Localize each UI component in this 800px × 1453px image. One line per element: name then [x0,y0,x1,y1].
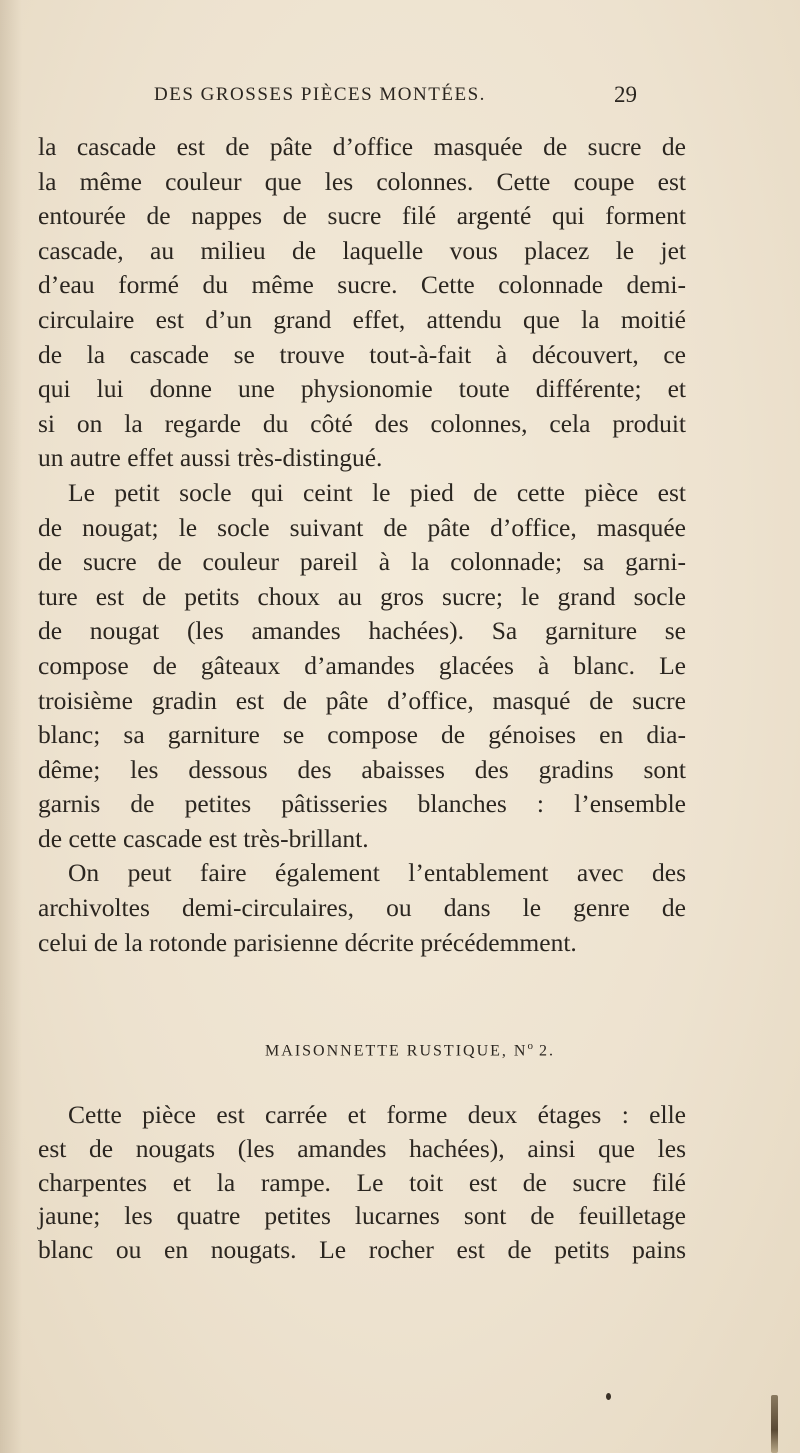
text-line: un autre effet aussi très-distingué. [38,443,383,473]
text-line: de la cascade se trouve tout-à-fait à découvert, ce [38,339,686,369]
text-line: entourée de nappes de sucre filé argenté qui forment [38,201,686,231]
text-line: de sucre de couleur pareil à la colonnade; sa garni- [38,547,686,577]
text-line: est de nougats (les amandes hachées), ainsi que les [38,1133,686,1163]
text-line: Cette pièce est carrée et forme deux étages : elle [68,1100,686,1129]
text-line: si on la regarde du côté des colonnes, cela produit [38,408,686,438]
text-line: de nougat (les amandes hachées). Sa garniture se [38,616,686,646]
body-text-lower [38,1098,686,1267]
text-line: celui de la rotonde parisienne décrite précédemment. [38,927,577,957]
page-header [0,84,800,114]
text-line: qui lui donne une physionomie toute différente; et [38,374,686,404]
text-line: la cascade est de pâte d’office masquée de sucre de [38,132,686,161]
text-line: blanc ou en nougats. Le rocher est de petits pains [38,1235,686,1265]
gutter-shadow [0,0,22,1453]
section-heading-text: MAISONNETTE RUSTIQUE, N [265,1042,528,1060]
text-line: jaune; les quatre petites lucarnes sont de feuilletage [38,1201,686,1231]
ink-speck [606,1393,611,1400]
text-line: ture est de petits choux au gros sucre; le grand socle [38,581,686,611]
text-line: cascade, au milieu de laquelle vous placez le jet [38,235,686,265]
text-line: la même couleur que les colonnes. Cette coupe est [38,166,686,196]
text-line: blanc; sa garniture se compose de génoises en dia- [38,720,686,750]
text-line: Le petit socle qui ceint le pied de cette pièce est [68,477,686,507]
text-line: archivoltes demi-circulaires, ou dans le genre de [38,893,686,923]
section-heading-sup: o [527,1040,533,1052]
running-head: DES GROSSES PIÈCES MONTÉES. [154,84,486,105]
text-line: de cette cascade est très-brillant. [38,823,369,853]
text-line: charpentes et la rampe. Le toit est de sucre filé [38,1167,686,1197]
text-line: dême; les dessous des abaisses des gradins sont [38,754,686,784]
text-line: garnis de petites pâtisseries blanches : l’ensemble [38,789,686,819]
text-line: troisième gradin est de pâte d’office, masqué de sucre [38,685,686,715]
text-line: d’eau formé du même sucre. Cette colonnade demi- [38,270,686,300]
section-heading [0,1040,800,1060]
section-heading-number: 2. [532,1042,555,1060]
page-edge-mark [771,1395,778,1453]
page-number: 29 [614,82,637,107]
text-line: compose de gâteaux d’amandes glacées à blanc. Le [38,650,686,680]
body-text-upper [38,130,686,960]
text-line: circulaire est d’un grand effet, attendu que la moitié [38,304,686,334]
text-line: On peut faire également l’entablement avec des [68,858,686,888]
text-line: de nougat; le socle suivant de pâte d’office, masquée [38,512,686,542]
